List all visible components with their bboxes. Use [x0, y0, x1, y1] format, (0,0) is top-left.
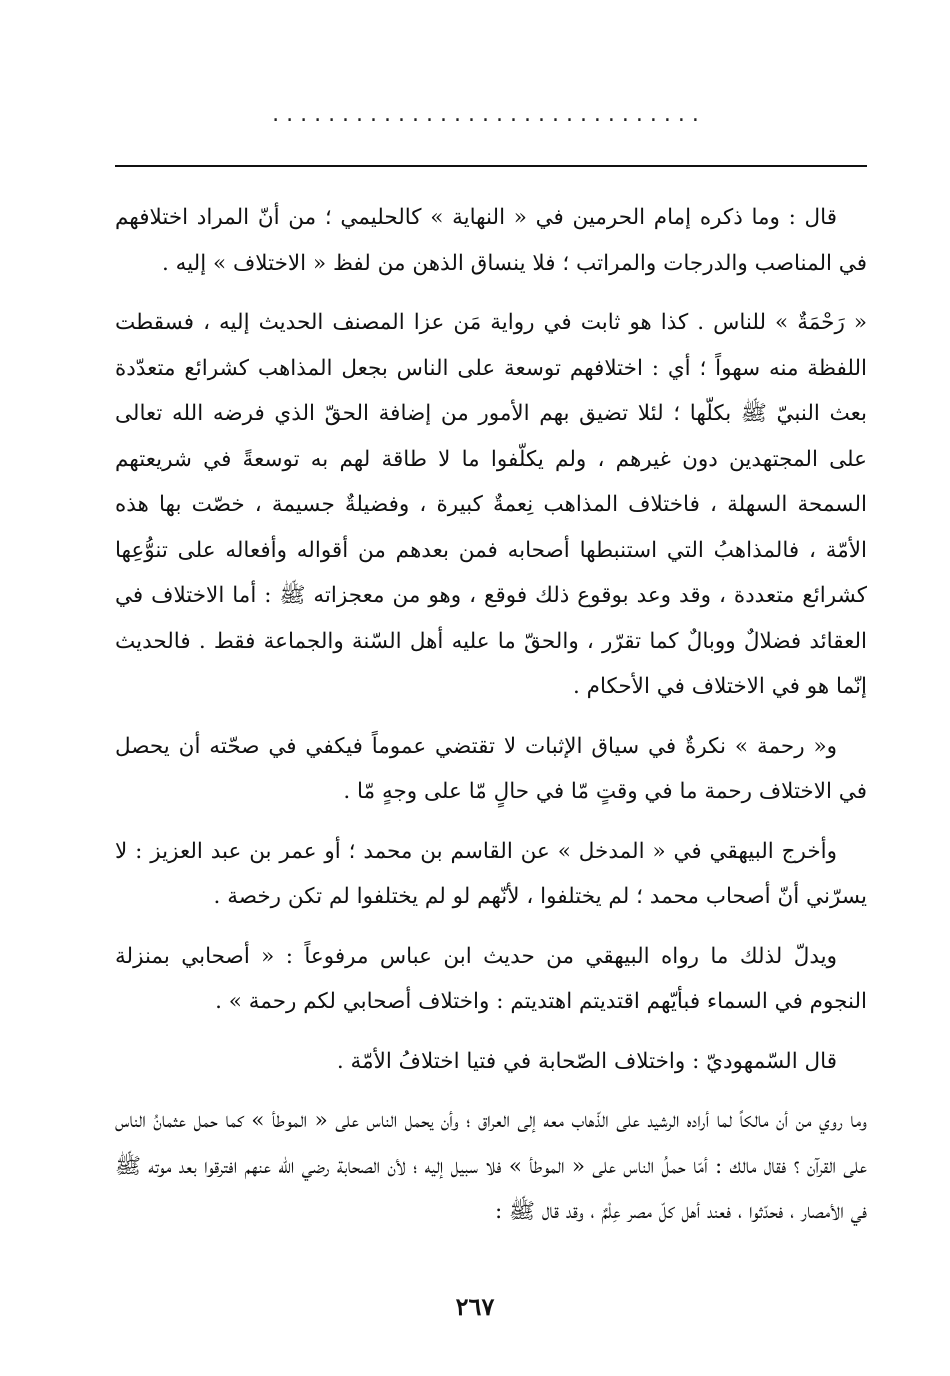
paragraph-4: وأخرج البيهقي في « المدخل » عن القاسم بن محمد ؛ أو عمر بن عبد العزيز : لا يسرّني أنّ أصحاب محمد ؛ لم يختلفوا ، لأنّهم لو لم يختلفوا لم تكن رخصة .: [115, 838, 867, 909]
page-number: ٢٦٧: [455, 1292, 495, 1321]
page-body: [115, 195, 867, 1249]
paragraph-5: ويدلّ لذلك ما رواه البيهقي من حديث ابن عباس مرفوعاً : « أصحابي بمنزلة النجوم في السماء فبأيّهم اقتديتم اهتديتم : واختلاف أصحابي لكم رحمة » .: [115, 943, 867, 1014]
header-dotted-line: ...............................: [272, 102, 706, 127]
header-rule: [115, 165, 867, 167]
paragraph-2: « رَحْمَةٌ » للناس . كذا هو ثابت في رواية مَن عزا المصنف الحديث إليه ، فسقطت اللفظة منه سهواً ؛ أي : اختلافهم توسعة على الناس بجعل المذاهب كشرائع متعدّدة بعث النبيّ ﷺ بكلّها ؛ لئلا تضيق بهم الأمور من إضافة الحقّ الذي فرضه الله تعالى على المجتهدين دون غيرهم ، ولم يكلّفوا ما لا طاقة لهم به توسعةً في شريعتهم السمحة السهلة ، فاختلاف المذاهب نِعمةٌ كبيرة ، وفضيلةٌ جسيمة ، خصّت بها هذه الأمّة ، فالمذاهبُ التي استنبطها أصحابه فمن بعدهم من أقواله وأفعاله على تنوُّعِها كشرائع متعددة ، وقد وعد بوقوع ذلك فوقع ، وهو من معجزاته ﷺ : أما الاختلاف في العقائد فضلالٌ ووبالٌ كما تقرّر ، والحقّ ما عليه أهل السّنة والجماعة فقط . فالحديث إنّما هو في الاختلاف في الأحكام .: [115, 310, 867, 699]
paragraph-3: و« رحمة » نكرةٌ في سياق الإثبات لا تقتضي عموماً فيكفي في صحّته أن يحصل في الاختلاف رحمة ما في وقتٍ مّا في حالٍ مّا على وجهٍ مّا .: [115, 733, 867, 804]
paragraph-1: قال : وما ذكره إمام الحرمين في « النهاية » كالحليمي ؛ من أنّ المراد اختلافهم في المناصب والدرجات والمراتب ؛ فلا ينساق الذهن من لفظ « الاختلاف » إليه .: [115, 205, 867, 276]
paragraph-6: قال السّمهوديّ : واختلاف الصّحابة في فتيا اختلافُ الأمّة .: [336, 1048, 837, 1074]
paragraph-7: وما روي من أن مالكاً لما أراده الرشيد على الذّهاب معه إلى العراق ؛ وأن يحمل الناس على « الموطأ » كما حمل عثمانُ الناس على القرآن ؟ فقال مالك : أمّا حملُ الناس على « الموطأ » فلا سبيل إليه ؛ لأن الصحابة رضي الله عنهم افترقوا بعد موته ﷺ في الأمصار ، فحدّثوا ، فعند أهل كلّ مصر عِلْمٌ ، وقد قال ﷺ :: [115, 1108, 867, 1224]
